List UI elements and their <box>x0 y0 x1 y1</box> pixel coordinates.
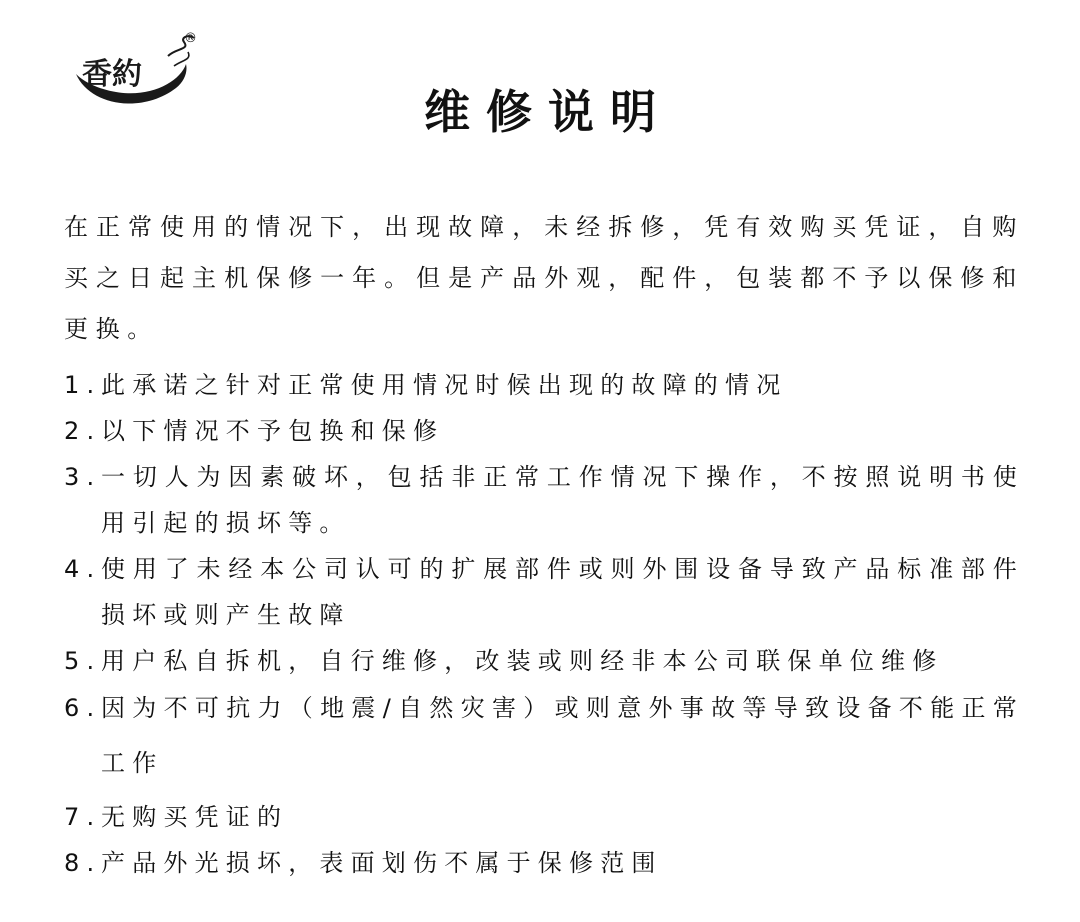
item-number: 3. <box>64 463 102 491</box>
list-item <box>64 454 1024 546</box>
item-text: 因为不可抗力（地震/自然灾害）或则意外事故等导致设备不能正常工作 <box>101 694 1024 777</box>
list-item <box>64 546 1024 638</box>
item-text: 一切人为因素破坏，包括非正常工作情况下操作，不按照说明书使用引起的损坏等。 <box>101 463 1024 537</box>
item-text: 以下情况不予包换和保修 <box>101 417 445 445</box>
svg-text:香約: 香約 <box>82 57 142 92</box>
item-number: 4. <box>64 555 102 583</box>
item-number: 7. <box>64 803 102 831</box>
item-number: 2. <box>64 417 102 445</box>
item-number: 5. <box>64 647 102 675</box>
item-text: 用户私自拆机，自行维修，改装或则经非本公司联保单位维修 <box>101 647 944 675</box>
item-text: 使用了未经本公司认可的扩展部件或则外围设备导致产品标准部件损坏或则产生故障 <box>101 555 1024 629</box>
terms-list <box>64 362 1024 886</box>
item-number: 8. <box>64 849 102 877</box>
item-number: 1. <box>64 371 102 399</box>
list-item <box>64 681 1024 791</box>
page-title: 维修说明 <box>424 85 672 139</box>
list-item <box>64 794 1024 840</box>
item-number: 6. <box>64 694 102 722</box>
item-text: 无购买凭证的 <box>101 803 289 831</box>
list-item <box>64 408 1024 454</box>
item-text: 此承诺之针对正常使用情况时候出现的故障的情况 <box>101 371 788 399</box>
list-item <box>64 638 1024 684</box>
list-item <box>64 840 1024 886</box>
list-item <box>64 362 1024 408</box>
item-text: 产品外光损坏，表面划伤不属于保修范围 <box>101 849 663 877</box>
svg-text:®: ® <box>184 31 197 46</box>
intro-paragraph: 在正常使用的情况下，出现故障，未经拆修，凭有效购买凭证，自购买之日起主机保修一年。但是产品外观，配件，包装都不予以保修和更换。 <box>64 213 1024 343</box>
